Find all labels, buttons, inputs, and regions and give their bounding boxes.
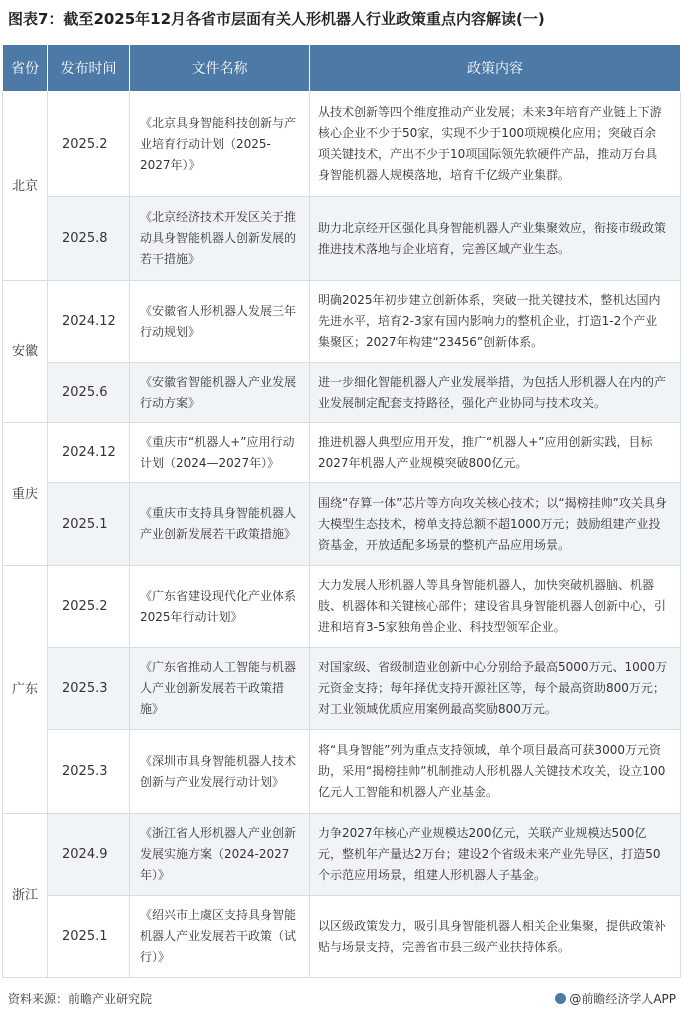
table-row	[3, 281, 681, 363]
table-row	[3, 92, 681, 197]
file-cell: 《重庆市支持具身智能机器人产业创新发展若干政策措施》	[130, 483, 310, 566]
policy-table	[2, 44, 681, 978]
brand-logo-icon	[555, 993, 566, 1004]
content-cell: 围绕“存算一体”芯片等方向攻关核心技术；以“揭榜挂帅”攻关具身大模型生态技术，榜单支持总额不超1000万元；鼓励组建产业投资基金，开放适配多场景的整机产品应用场景。	[310, 483, 681, 566]
file-cell: 《重庆市“机器人+”应用行动计划（2024—2027年）》	[130, 423, 310, 483]
table-row	[3, 363, 681, 423]
content-cell: 明确2025年初步建立创新体系，突破一批关键技术，整机达国内先进水平，培育2-3家有国内影响力的整机企业，打造1-2个产业集聚区；2027年构建“23456”创新体系。	[310, 281, 681, 363]
province-cell: 北京	[3, 92, 48, 281]
content-cell: 将“具身智能”列为重点支持领域，单个项目最高可获3000万元资助，采用“揭榜挂帅”机制推动人形机器人关键技术攻关，设立100亿元人工智能和机器人产业基金。	[310, 730, 681, 814]
source-note: 资料来源：前瞻产业研究院	[8, 992, 153, 1006]
province-cell: 浙江	[3, 814, 48, 978]
brand-text: @前瞻经济学人APP	[569, 992, 676, 1006]
file-cell: 《深圳市具身智能机器人技术创新与产业发展行动计划》	[130, 730, 310, 814]
content-cell: 从技术创新等四个维度推动产业发展；未来3年培育产业链上下游核心企业不少于50家，实现不少于100项规模化应用；突破百余项关键技术，产出不少于10项国际领先软硬件产品，推动万台具身智能机器人规模落地，培育千亿级产业集群。	[310, 92, 681, 197]
table-header-row	[3, 45, 681, 92]
table-row	[3, 814, 681, 896]
header-content: 政策内容	[310, 45, 681, 92]
table-row	[3, 648, 681, 730]
file-cell: 《绍兴市上虞区支持具身智能机器人产业发展若干政策（试行）》	[130, 896, 310, 978]
date-cell: 2025.2	[48, 566, 130, 648]
date-cell: 2024.12	[48, 423, 130, 483]
province-cell: 重庆	[3, 423, 48, 566]
date-cell: 2024.12	[48, 281, 130, 363]
date-cell: 2025.8	[48, 197, 130, 281]
date-cell: 2025.6	[48, 363, 130, 423]
date-cell: 2025.1	[48, 483, 130, 566]
table-row	[3, 730, 681, 814]
content-cell: 以区级政策发力，吸引具身智能机器人相关企业集聚，提供政策补贴与场景支持，完善省市县三级产业扶持体系。	[310, 896, 681, 978]
date-cell: 2025.2	[48, 92, 130, 197]
content-cell: 大力发展人形机器人等具身智能机器人，加快突破机器脑、机器肢、机器体和关键核心部件；建设省具身智能机器人创新中心，引进和培育3-5家独角兽企业、科技型领军企业。	[310, 566, 681, 648]
content-cell: 力争2027年核心产业规模达200亿元，关联产业规模达500亿元，整机年产量达2万台；建设2个省级未来产业先导区，打造50个示范应用场景，组建人形机器人子基金。	[310, 814, 681, 896]
date-cell: 2024.9	[48, 814, 130, 896]
province-cell: 安徽	[3, 281, 48, 423]
content-cell: 助力北京经开区强化具身智能机器人产业集聚效应，衔接市级政策推进技术落地与企业培育，完善区域产业生态。	[310, 197, 681, 281]
table-row	[3, 483, 681, 566]
file-cell: 《北京具身智能科技创新与产业培育行动计划（2025-2027年）》	[130, 92, 310, 197]
header-file: 文件名称	[130, 45, 310, 92]
brand-credit	[555, 990, 676, 1007]
chart-title: 图表7：截至2025年12月各省市层面有关人形机器人行业政策重点内容解读(一)	[8, 10, 545, 28]
province-cell: 广东	[3, 566, 48, 814]
header-date: 发布时间	[48, 45, 130, 92]
table-row	[3, 197, 681, 281]
file-cell: 《广东省推动人工智能与机器人产业创新发展若干政策措施》	[130, 648, 310, 730]
file-cell: 《广东省建设现代化产业体系2025年行动计划》	[130, 566, 310, 648]
date-cell: 2025.1	[48, 896, 130, 978]
content-cell: 进一步细化智能机器人产业发展举措，为包括人形机器人在内的产业发展制定配套支持路径，强化产业协同与技术攻关。	[310, 363, 681, 423]
header-province: 省份	[3, 45, 48, 92]
content-cell: 对国家级、省级制造业创新中心分别给予最高5000万元、1000万元资金支持；每年择优支持开源社区等，每个最高资助800万元；对工业领域优质应用案例最高奖励800万元。	[310, 648, 681, 730]
file-cell: 《浙江省人形机器人产业创新发展实施方案（2024-2027年）》	[130, 814, 310, 896]
table-row	[3, 423, 681, 483]
date-cell: 2025.3	[48, 730, 130, 814]
file-cell: 《北京经济技术开发区关于推动具身智能机器人创新发展的若干措施》	[130, 197, 310, 281]
file-cell: 《安徽省智能机器人产业发展行动方案》	[130, 363, 310, 423]
content-cell: 推进机器人典型应用开发，推广“机器人+”应用创新实践，目标2027年机器人产业规模突破800亿元。	[310, 423, 681, 483]
file-cell: 《安徽省人形机器人发展三年行动规划》	[130, 281, 310, 363]
date-cell: 2025.3	[48, 648, 130, 730]
table-row	[3, 566, 681, 648]
table-row	[3, 896, 681, 978]
